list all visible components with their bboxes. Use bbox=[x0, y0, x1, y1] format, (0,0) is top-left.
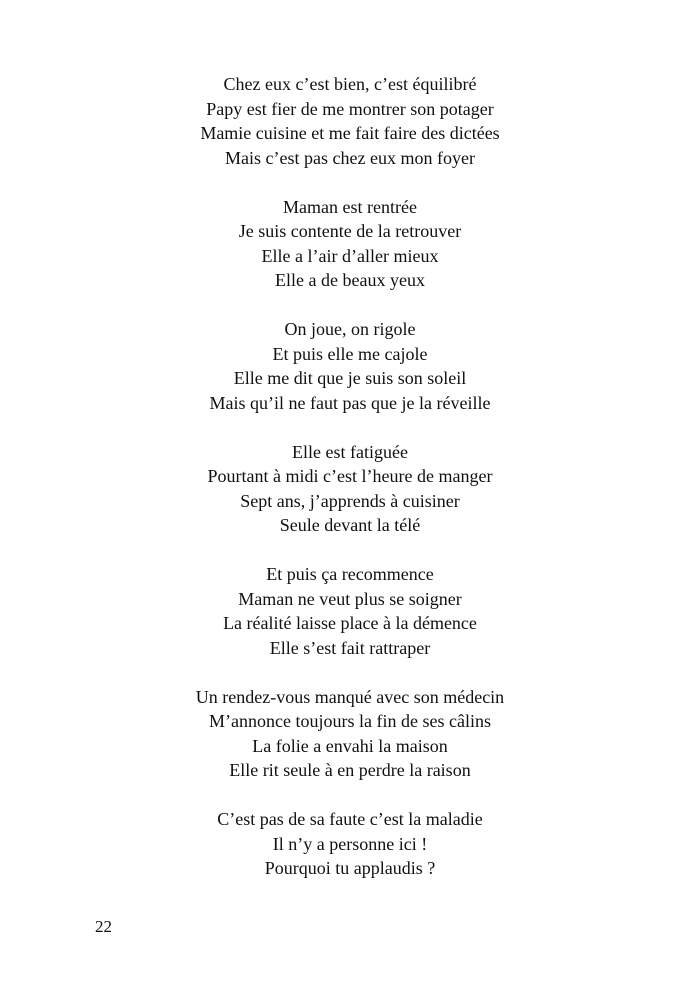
poem-line: Et puis elle me cajole bbox=[272, 343, 428, 364]
poem-line: Mamie cuisine et me fait faire des dictées bbox=[200, 123, 500, 143]
poem-line: On joue, on rigole bbox=[284, 319, 416, 339]
poem-line: Elle rit seule à en perdre la raison bbox=[229, 760, 471, 780]
poem-line: Elle a l’air d’aller mieux bbox=[261, 245, 439, 266]
poem-line: La folie a envahi la maison bbox=[252, 735, 448, 756]
stanza-7 bbox=[0, 807, 700, 881]
poem-line: Pourquoi tu applaudis ? bbox=[264, 858, 436, 878]
poem-line: La réalité laisse place à la démence bbox=[223, 613, 477, 633]
stanza-2 bbox=[0, 195, 700, 293]
poem bbox=[0, 72, 700, 905]
poem-line: Sept ans, j’apprends à cuisiner bbox=[240, 490, 460, 511]
poem-line: C’est pas de sa faute c’est la maladie bbox=[217, 809, 483, 829]
poem-line: Il n’y a personne ici ! bbox=[272, 833, 428, 854]
poem-line: Maman est rentrée bbox=[283, 196, 417, 217]
poem-line: M’annonce toujours la fin de ses câlins bbox=[209, 711, 491, 731]
poem-line: Mais qu’il ne faut pas que je la réveille bbox=[209, 392, 491, 413]
stanza-4 bbox=[0, 440, 700, 538]
poem-line: Elle est fatiguée bbox=[292, 441, 408, 462]
stanza-6 bbox=[0, 685, 700, 783]
poem-line: Mais c’est pas chez eux mon foyer bbox=[225, 147, 475, 168]
poem-line: Elle a de beaux yeux bbox=[275, 270, 425, 290]
poem-line: Elle me dit que je suis son soleil bbox=[233, 368, 467, 388]
poem-line: Papy est fier de me montrer son potager bbox=[206, 98, 494, 119]
poem-line: Elle s’est fait rattraper bbox=[269, 637, 431, 658]
stanza-1 bbox=[0, 72, 700, 170]
page-number: 22 bbox=[95, 917, 112, 936]
stanza-3 bbox=[0, 317, 700, 415]
poem-line: Chez eux c’est bien, c’est équilibré bbox=[223, 74, 477, 94]
poem-line: Et puis ça recommence bbox=[266, 564, 434, 584]
poem-line: Pourtant à midi c’est l’heure de manger bbox=[207, 466, 493, 486]
stanza-5 bbox=[0, 562, 700, 660]
poem-line: Seule devant la télé bbox=[279, 515, 421, 535]
poem-line: Je suis contente de la retrouver bbox=[238, 221, 462, 241]
poem-line: Un rendez-vous manqué avec son médecin bbox=[195, 686, 505, 707]
poem-line: Maman ne veut plus se soigner bbox=[238, 588, 462, 609]
